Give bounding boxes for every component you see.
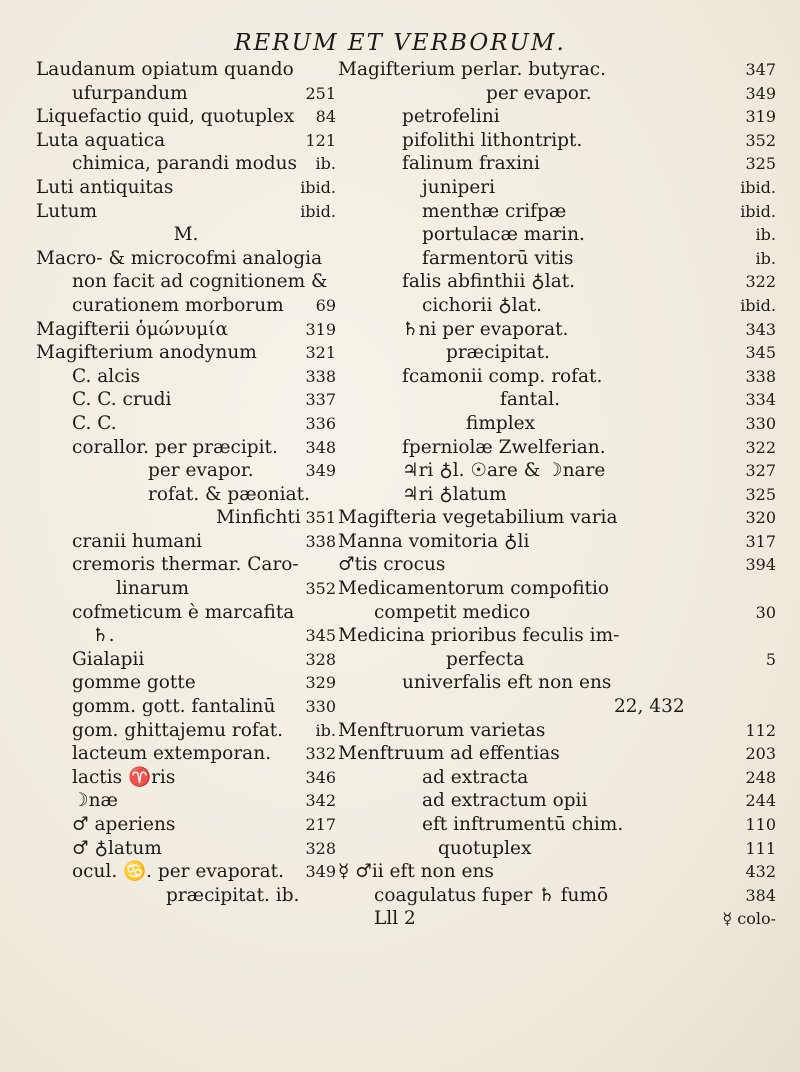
- entry-text: C. C.: [72, 412, 117, 434]
- index-entry: [36, 742, 336, 766]
- entry-page-ref: 322: [745, 272, 776, 292]
- entry-text: fcamonii comp. rofat.: [402, 365, 603, 387]
- entry-text: perfecta: [446, 648, 525, 670]
- index-entry: [36, 601, 336, 625]
- entry-text: lactis ♈ris: [72, 766, 176, 788]
- entry-text: Luta aquatica: [36, 129, 166, 151]
- entry-page-ref: 325: [745, 154, 776, 174]
- entry-text: M.: [173, 224, 199, 246]
- index-entry: [36, 648, 336, 672]
- index-entry: [338, 270, 776, 294]
- entry-text: Medicamentorum compofitio: [338, 578, 610, 600]
- entry-text: quotuplex: [438, 837, 532, 859]
- entry-page-ref: 334: [745, 390, 776, 410]
- index-entry: [338, 624, 776, 648]
- entry-text: corallor. per præcipit.: [72, 436, 278, 458]
- index-entry: [36, 624, 336, 648]
- index-entry: [36, 719, 336, 743]
- entry-text: falis abfinthii ♁lat.: [402, 271, 576, 293]
- entry-page-ref: 325: [745, 484, 776, 504]
- entry-text: ocul. ♋. per evaporat.: [72, 861, 285, 883]
- entry-text: cofmeticum è marcafita: [72, 601, 295, 623]
- index-entry: [338, 671, 776, 695]
- entry-text: Luti antiquitas: [36, 176, 174, 198]
- index-entry: [338, 176, 776, 200]
- entry-text: petrofelini: [402, 106, 500, 128]
- entry-page-ref: ibid.: [300, 201, 336, 221]
- entry-text: cranii humani: [72, 530, 203, 552]
- entry-text: lacteum extemporan.: [72, 743, 271, 765]
- right-column: [338, 58, 776, 931]
- entry-text: coagulatus fuper ♄ fumō: [374, 884, 609, 906]
- index-entry: [36, 412, 336, 436]
- entry-page-ref: 384: [745, 885, 776, 905]
- entry-page-ref: 349: [745, 83, 776, 103]
- index-entry: [338, 837, 776, 861]
- index-entry: [338, 601, 776, 625]
- entry-page-ref: 352: [305, 579, 336, 599]
- index-entry: [36, 365, 336, 389]
- entry-page-ref: 322: [745, 437, 776, 457]
- entry-text: Lutum: [36, 200, 98, 222]
- entry-text: gom. ghittajemu rofat.: [72, 719, 284, 741]
- entry-text: gomme gotte: [72, 672, 196, 694]
- index-entry: [36, 176, 336, 200]
- entry-page-ref: 352: [745, 130, 776, 150]
- index-entry: [36, 530, 336, 554]
- entry-page-ref: 217: [305, 815, 336, 834]
- index-entry: [36, 294, 336, 318]
- entry-text: eft inftrumentū chim.: [422, 814, 624, 835]
- entry-text: non facit ad cognitionem &: [72, 271, 328, 293]
- entry-page-ref: 349: [305, 461, 336, 481]
- entry-page-ref: 30: [755, 602, 776, 622]
- entry-page-ref: 346: [305, 767, 336, 787]
- entry-page-ref: ibid.: [740, 295, 776, 315]
- entry-text: ♄.: [92, 625, 115, 647]
- index-entry: [338, 318, 776, 342]
- index-entry: [338, 789, 776, 813]
- entry-page-ref: 248: [745, 767, 776, 787]
- entry-page-ref: 327: [745, 461, 776, 481]
- index-entry: [36, 459, 336, 483]
- entry-text: ☿ ♂ii eft non ens: [338, 861, 494, 883]
- entry-text: per evapor.: [148, 460, 254, 482]
- entry-page-ref: 317: [745, 531, 776, 551]
- entry-page-ref: 203: [745, 744, 776, 764]
- index-entry: [36, 270, 336, 294]
- entry-text: Magifterium perlar. butyrac.: [338, 59, 606, 80]
- entry-page-ref: 112: [745, 720, 776, 740]
- entry-page-ref: 343: [745, 319, 776, 339]
- index-entry: [36, 105, 336, 129]
- entry-text: Magifterium anodynum: [36, 342, 257, 364]
- entry-page-ref: 337: [305, 390, 336, 410]
- index-entry: [338, 907, 776, 931]
- entry-page-ref: 342: [305, 791, 336, 811]
- index-entry: [36, 695, 336, 719]
- entry-page-ref: ☿ colo-: [722, 909, 776, 929]
- entry-page-ref: 336: [305, 413, 336, 433]
- entry-text: cremoris thermar. Caro-: [72, 554, 299, 576]
- entry-text: ad extracta: [422, 766, 529, 788]
- index-entry: [36, 247, 336, 271]
- entry-page-ref: 349: [305, 862, 336, 882]
- index-entry: [338, 247, 776, 271]
- index-entry: [338, 412, 776, 436]
- entry-text: rofat. & pæoniat.: [148, 483, 310, 505]
- index-entry: [338, 129, 776, 153]
- index-entry: [338, 719, 776, 743]
- entry-text: Liquefactio quid, quotuplex: [36, 106, 295, 128]
- entry-page-ref: ibid.: [300, 177, 336, 197]
- entry-text: Lll 2: [374, 908, 416, 930]
- entry-page-ref: 348: [305, 437, 336, 457]
- entry-text: Magifteria vegetabilium varia: [338, 507, 618, 529]
- index-entry: [338, 58, 776, 82]
- index-entry: [338, 388, 776, 412]
- entry-text: ♂ ♁latum: [72, 837, 162, 859]
- entry-text: Laudanum opiatum quando: [36, 59, 294, 80]
- index-entry: [338, 530, 776, 554]
- index-entry: [36, 223, 336, 247]
- entry-text: fimplex: [466, 412, 536, 434]
- entry-page-ref: ib.: [755, 225, 776, 245]
- index-entry: [36, 82, 336, 106]
- index-entry: [338, 766, 776, 790]
- index-entry: [36, 813, 336, 837]
- entry-text: menthæ crifpæ: [422, 200, 567, 222]
- index-entry: [338, 553, 776, 577]
- index-entry: [36, 152, 336, 176]
- entry-text: Manna vomitoria ♁li: [338, 530, 530, 552]
- index-entry: [36, 506, 336, 530]
- entry-page-ref: 5: [765, 649, 776, 669]
- entry-page-ref: 244: [745, 791, 776, 811]
- index-entry: [338, 105, 776, 129]
- entry-text: juniperi: [422, 176, 496, 198]
- index-entry: [36, 129, 336, 153]
- entry-text: linarum: [116, 578, 190, 600]
- entry-text: Menftruum ad effentias: [338, 743, 560, 765]
- entry-text: C. C. crudi: [72, 389, 172, 411]
- running-head: RERUM ET VERBORUM.: [234, 30, 566, 56]
- entry-text: fantal.: [500, 389, 561, 411]
- entry-page-ref: 110: [745, 815, 776, 834]
- entry-text: portulacæ marin.: [422, 224, 585, 246]
- entry-page-ref: 330: [745, 413, 776, 433]
- entry-page-ref: 329: [305, 673, 336, 693]
- index-entry: [338, 577, 776, 601]
- entry-page-ref: 432: [745, 862, 776, 882]
- entry-text: Menftruorum varietas: [338, 719, 546, 741]
- entry-page-ref: 121: [305, 130, 336, 150]
- entry-text: competit medico: [374, 601, 531, 623]
- entry-page-ref: 319: [745, 107, 776, 127]
- entry-text: fperniolæ Zwelferian.: [402, 436, 606, 458]
- index-entry: [338, 152, 776, 176]
- entry-text: per evapor.: [486, 82, 592, 104]
- entry-text: ☽næ: [72, 790, 118, 812]
- entry-text: gomm. gott. fantalinū: [72, 696, 276, 718]
- entry-text: præcipitat. ib.: [166, 884, 300, 906]
- index-entry: [36, 200, 336, 224]
- index-entry: [36, 577, 336, 601]
- entry-page-ref: ib.: [315, 720, 336, 740]
- entry-text: Magifterii ὁμώνυμία: [36, 318, 229, 340]
- index-entry: [338, 223, 776, 247]
- entry-page-ref: 84: [315, 107, 336, 127]
- index-entry: [338, 294, 776, 318]
- index-entry: [36, 436, 336, 460]
- entry-text: univerfalis eft non ens: [402, 672, 612, 694]
- index-entry: [36, 553, 336, 577]
- entry-page-ref: 345: [305, 626, 336, 646]
- index-entry: [36, 341, 336, 365]
- entry-page-ref: 347: [745, 60, 776, 79]
- entry-text: præcipitat.: [446, 342, 550, 364]
- entry-page-ref: 319: [305, 319, 336, 339]
- entry-page-ref: 328: [305, 649, 336, 669]
- entry-text: Macro- & microcofmi analogia: [36, 247, 323, 269]
- entry-text: ♃ri ♁l. ☉are & ☽nare: [402, 460, 606, 482]
- entry-page-ref: 321: [305, 343, 336, 363]
- entry-page-ref: ib.: [315, 154, 336, 174]
- entry-page-ref: 332: [305, 744, 336, 764]
- index-entry: [36, 837, 336, 861]
- index-entry: [338, 341, 776, 365]
- entry-page-ref: 328: [305, 838, 336, 858]
- entry-text: Gialapii: [72, 648, 145, 670]
- index-entry: [36, 318, 336, 342]
- entry-page-ref: 338: [305, 366, 336, 386]
- entry-text: farmentorū vitis: [422, 247, 574, 269]
- entry-page-ref: 69: [315, 295, 336, 315]
- index-entry: [36, 671, 336, 695]
- entry-text: 22, 432: [614, 696, 685, 718]
- entry-page-ref: 338: [745, 366, 776, 386]
- index-entry: [338, 648, 776, 672]
- entry-page-ref: 111: [745, 838, 776, 858]
- entry-text: C. alcis: [72, 365, 140, 387]
- entry-text: ♂ aperiens: [72, 814, 176, 835]
- entry-page-ref: 351: [305, 508, 336, 528]
- index-entry: [338, 436, 776, 460]
- index-entry: [338, 860, 776, 884]
- entry-text: ♂tis crocus: [338, 554, 446, 576]
- index-entry: [338, 483, 776, 507]
- entry-page-ref: 320: [745, 508, 776, 528]
- index-entry: [36, 789, 336, 813]
- index-entry: [36, 483, 336, 507]
- entry-page-ref: 394: [745, 555, 776, 575]
- left-column: [36, 58, 336, 907]
- entry-text: Minfichti: [216, 507, 301, 529]
- index-entry: [36, 388, 336, 412]
- entry-text: chimica, parandi modus: [72, 153, 298, 175]
- entry-text: pifolithi lithontript.: [402, 129, 583, 151]
- index-entry: [36, 884, 336, 908]
- entry-text: Medicina prioribus feculis im-: [338, 625, 620, 647]
- entry-page-ref: ibid.: [740, 177, 776, 197]
- index-entry: [338, 884, 776, 908]
- index-entry: [338, 200, 776, 224]
- index-entry: [36, 860, 336, 884]
- index-entry: [338, 506, 776, 530]
- entry-page-ref: 345: [745, 343, 776, 363]
- index-entry: [36, 766, 336, 790]
- index-entry: [338, 459, 776, 483]
- entry-page-ref: 338: [305, 531, 336, 551]
- index-entry: [338, 813, 776, 837]
- entry-text: ad extractum opii: [422, 790, 588, 812]
- index-entry: [36, 58, 336, 82]
- entry-page-ref: ib.: [755, 248, 776, 268]
- entry-text: ♃ri ♁latum: [402, 483, 507, 505]
- index-entry: [338, 365, 776, 389]
- entry-text: falinum fraxini: [402, 153, 540, 175]
- entry-page-ref: ibid.: [740, 201, 776, 221]
- entry-page-ref: 251: [305, 83, 336, 103]
- entry-text: curationem morborum: [72, 294, 284, 316]
- index-entry: [338, 82, 776, 106]
- entry-page-ref: 330: [305, 697, 336, 717]
- entry-text: ♄ni per evaporat.: [402, 318, 569, 340]
- index-entry: [338, 695, 776, 719]
- index-entry: [338, 742, 776, 766]
- entry-text: ufurpandum: [72, 82, 188, 104]
- entry-text: cichorii ♁lat.: [422, 294, 543, 316]
